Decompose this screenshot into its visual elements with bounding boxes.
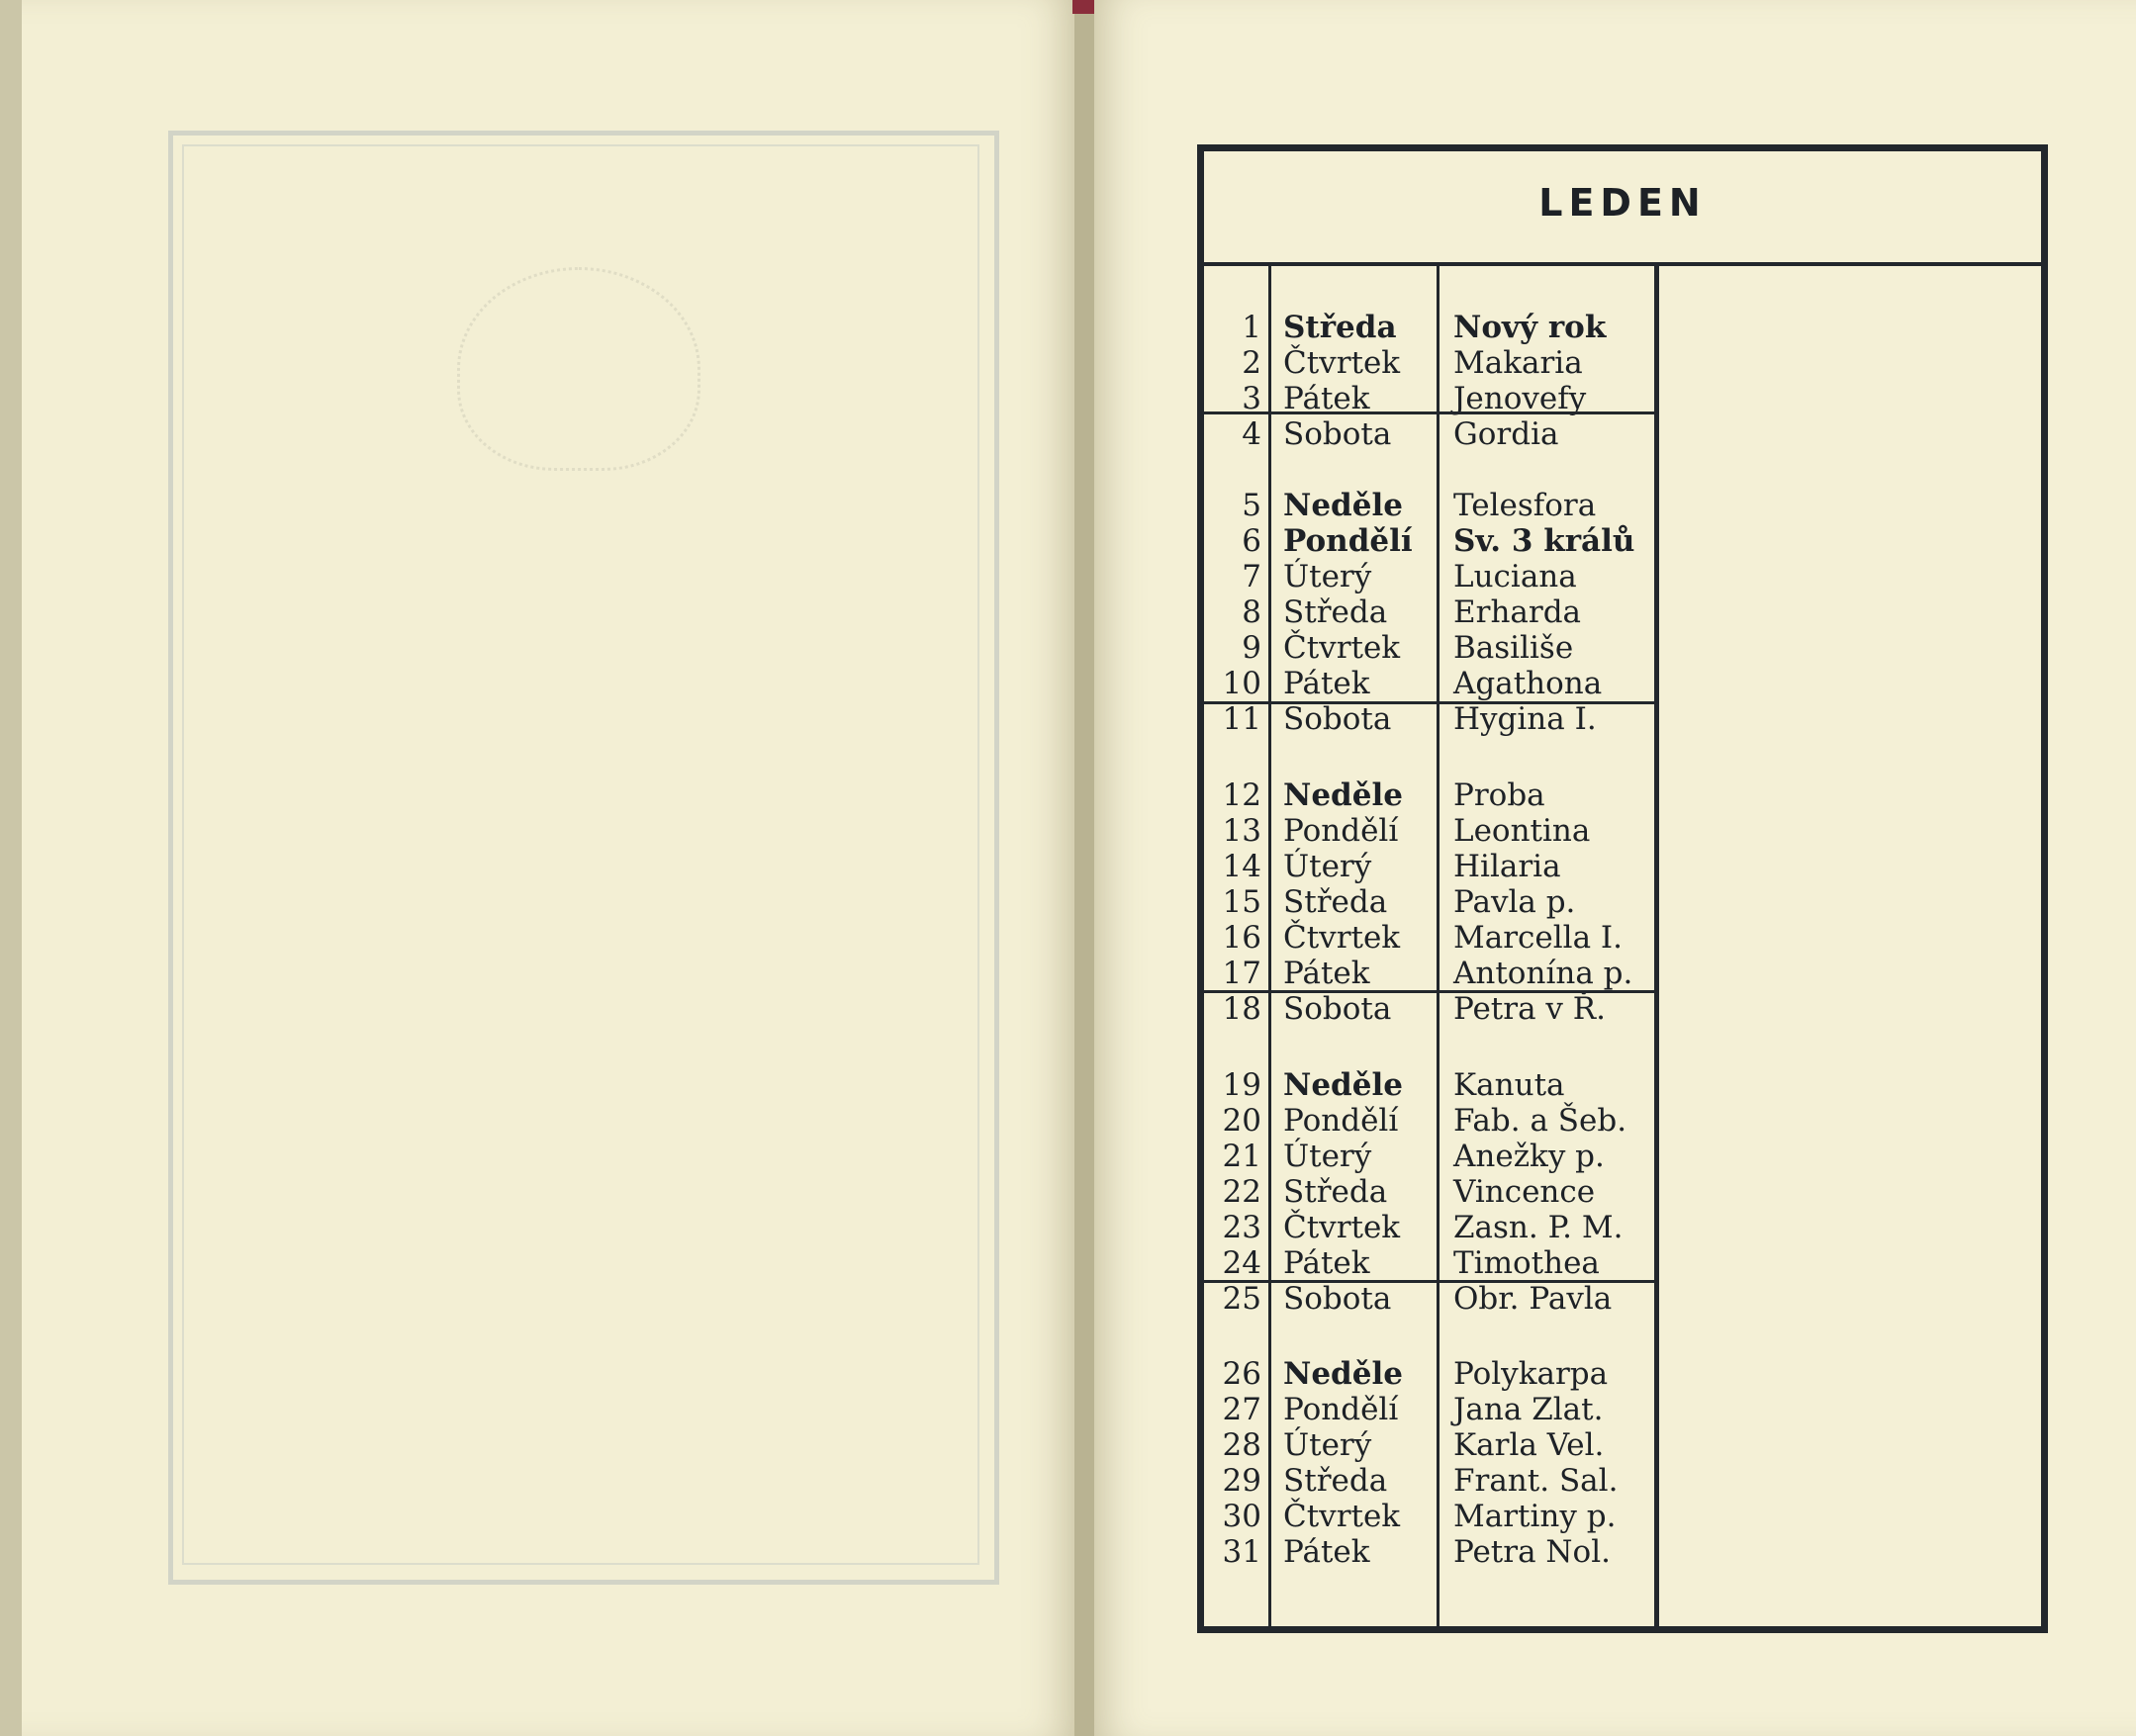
weekday-name: Neděle	[1283, 1356, 1403, 1392]
day-number: 28	[1222, 1427, 1261, 1463]
nameday-name: Martiny p.	[1453, 1499, 1617, 1534]
day-number: 11	[1222, 701, 1261, 737]
calendar-row	[1204, 630, 1654, 666]
nameday-name: Gordia	[1453, 416, 1559, 452]
day-number: 31	[1222, 1534, 1261, 1570]
weekday-name: Sobota	[1283, 701, 1392, 737]
weekday-name: Pátek	[1283, 956, 1370, 991]
calendar-row	[1204, 416, 1654, 452]
left-page	[22, 0, 1074, 1736]
day-number: 14	[1222, 849, 1261, 884]
day-number: 17	[1222, 956, 1261, 991]
calendar-row	[1204, 777, 1654, 813]
nameday-name: Frant. Sal.	[1453, 1463, 1619, 1499]
nameday-name: Timothea	[1453, 1245, 1600, 1281]
weekday-name: Pátek	[1283, 1534, 1370, 1570]
weekday-name: Čtvrtek	[1283, 1210, 1401, 1245]
calendar-row	[1204, 523, 1654, 559]
nameday-name: Hilaria	[1453, 849, 1561, 884]
nameday-name: Makaria	[1453, 345, 1583, 381]
weekday-name: Čtvrtek	[1283, 920, 1401, 956]
nameday-name: Petra Nol.	[1453, 1534, 1611, 1570]
day-number: 1	[1242, 310, 1261, 345]
nameday-name: Polykarpa	[1453, 1356, 1609, 1392]
nameday-name: Proba	[1453, 777, 1545, 813]
calendar-row	[1204, 1281, 1654, 1317]
book-gutter	[1074, 0, 1094, 1736]
day-number: 23	[1222, 1210, 1261, 1245]
weekday-name: Úterý	[1283, 559, 1372, 594]
calendar-row	[1204, 1245, 1654, 1281]
weekday-name: Sobota	[1283, 1281, 1392, 1317]
calendar-row	[1204, 1103, 1654, 1139]
weekday-name: Pátek	[1283, 666, 1370, 701]
day-number: 12	[1222, 777, 1261, 813]
weekday-name: Středa	[1283, 594, 1388, 630]
day-number: 4	[1242, 416, 1261, 452]
weekday-name: Sobota	[1283, 416, 1392, 452]
day-number: 27	[1222, 1392, 1261, 1427]
calendar-row	[1204, 310, 1654, 345]
calendar-row	[1204, 1210, 1654, 1245]
day-number: 5	[1242, 488, 1261, 523]
month-title: LEDEN	[1538, 181, 1707, 225]
column-rule-name	[1654, 262, 1659, 1626]
day-number: 15	[1222, 884, 1261, 920]
nameday-name: Zasn. P. M.	[1453, 1210, 1624, 1245]
day-number: 19	[1222, 1067, 1261, 1103]
calendar-row	[1204, 849, 1654, 884]
weekday-name: Pátek	[1283, 381, 1370, 416]
weekday-name: Pondělí	[1283, 1392, 1399, 1427]
week-divider	[1204, 701, 1654, 704]
nameday-name: Vincence	[1453, 1174, 1596, 1210]
weekday-name: Čtvrtek	[1283, 630, 1401, 666]
day-number: 30	[1222, 1499, 1261, 1534]
nameday-name: Luciana	[1453, 559, 1577, 594]
show-through-emblem	[457, 267, 700, 471]
nameday-name: Antonína p.	[1453, 956, 1633, 991]
weekday-name: Pátek	[1283, 1245, 1370, 1281]
nameday-name: Leontina	[1453, 813, 1591, 849]
nameday-name: Fab. a Šeb.	[1453, 1103, 1627, 1139]
weekday-name: Středa	[1283, 884, 1388, 920]
nameday-name: Jenovefy	[1453, 381, 1587, 416]
weekday-name: Sobota	[1283, 991, 1392, 1027]
title-rule	[1204, 262, 2041, 266]
weekday-name: Pondělí	[1283, 523, 1413, 559]
week-divider	[1204, 990, 1654, 993]
calendar-table	[1197, 144, 2048, 1633]
weekday-name: Úterý	[1283, 1427, 1372, 1463]
calendar-row	[1204, 1463, 1654, 1499]
nameday-name: Basiliše	[1453, 630, 1574, 666]
weekday-name: Neděle	[1283, 1067, 1403, 1103]
calendar-row	[1204, 1067, 1654, 1103]
day-number: 22	[1222, 1174, 1261, 1210]
calendar-row	[1204, 991, 1654, 1027]
calendar-row	[1204, 1534, 1654, 1570]
weekday-name: Úterý	[1283, 849, 1372, 884]
weekday-name: Čtvrtek	[1283, 1499, 1401, 1534]
day-number: 2	[1242, 345, 1261, 381]
weekday-name: Středa	[1283, 1174, 1388, 1210]
day-number: 13	[1222, 813, 1261, 849]
nameday-name: Hygina I.	[1453, 701, 1597, 737]
nameday-name: Nový rok	[1453, 310, 1607, 345]
nameday-name: Pavla p.	[1453, 884, 1576, 920]
nameday-name: Anežky p.	[1453, 1139, 1605, 1174]
day-number: 20	[1222, 1103, 1261, 1139]
weekday-name: Středa	[1283, 310, 1397, 345]
calendar-row	[1204, 884, 1654, 920]
nameday-name: Marcella I.	[1453, 920, 1624, 956]
day-number: 16	[1222, 920, 1261, 956]
calendar-row	[1204, 488, 1654, 523]
day-number: 25	[1222, 1281, 1261, 1317]
day-number: 29	[1222, 1463, 1261, 1499]
calendar-row	[1204, 1356, 1654, 1392]
nameday-name: Telesfora	[1453, 488, 1597, 523]
nameday-name: Sv. 3 králů	[1453, 523, 1635, 559]
week-divider	[1204, 1280, 1654, 1283]
calendar-row	[1204, 1139, 1654, 1174]
nameday-name: Petra v Ř.	[1453, 991, 1606, 1027]
day-number: 26	[1222, 1356, 1261, 1392]
calendar-row	[1204, 1499, 1654, 1534]
day-number: 3	[1242, 381, 1261, 416]
day-number: 9	[1242, 630, 1261, 666]
day-number: 18	[1222, 991, 1261, 1027]
weekday-name: Čtvrtek	[1283, 345, 1401, 381]
calendar-row	[1204, 701, 1654, 737]
calendar-row	[1204, 666, 1654, 701]
calendar-row	[1204, 813, 1654, 849]
day-number: 24	[1222, 1245, 1261, 1281]
weekday-name: Středa	[1283, 1463, 1388, 1499]
calendar-row	[1204, 1427, 1654, 1463]
calendar-row	[1204, 345, 1654, 381]
bookmark-ribbon	[1072, 0, 1096, 14]
day-number: 21	[1222, 1139, 1261, 1174]
nameday-name: Jana Zlat.	[1453, 1392, 1604, 1427]
nameday-name: Karla Vel.	[1453, 1427, 1605, 1463]
calendar-row	[1204, 920, 1654, 956]
weekday-name: Pondělí	[1283, 1103, 1399, 1139]
day-number: 8	[1242, 594, 1261, 630]
calendar-row	[1204, 594, 1654, 630]
weekday-name: Neděle	[1283, 488, 1403, 523]
day-number: 6	[1242, 523, 1261, 559]
nameday-name: Erharda	[1453, 594, 1582, 630]
weekday-name: Pondělí	[1283, 813, 1399, 849]
calendar-row	[1204, 559, 1654, 594]
week-divider	[1204, 411, 1654, 414]
weekday-name: Úterý	[1283, 1139, 1372, 1174]
nameday-name: Kanuta	[1453, 1067, 1565, 1103]
weekday-name: Neděle	[1283, 777, 1403, 813]
calendar-row	[1204, 956, 1654, 991]
day-number: 10	[1222, 666, 1261, 701]
calendar-row	[1204, 1174, 1654, 1210]
calendar-row	[1204, 1392, 1654, 1427]
nameday-name: Agathona	[1453, 666, 1603, 701]
nameday-name: Obr. Pavla	[1453, 1281, 1613, 1317]
day-number: 7	[1242, 559, 1261, 594]
